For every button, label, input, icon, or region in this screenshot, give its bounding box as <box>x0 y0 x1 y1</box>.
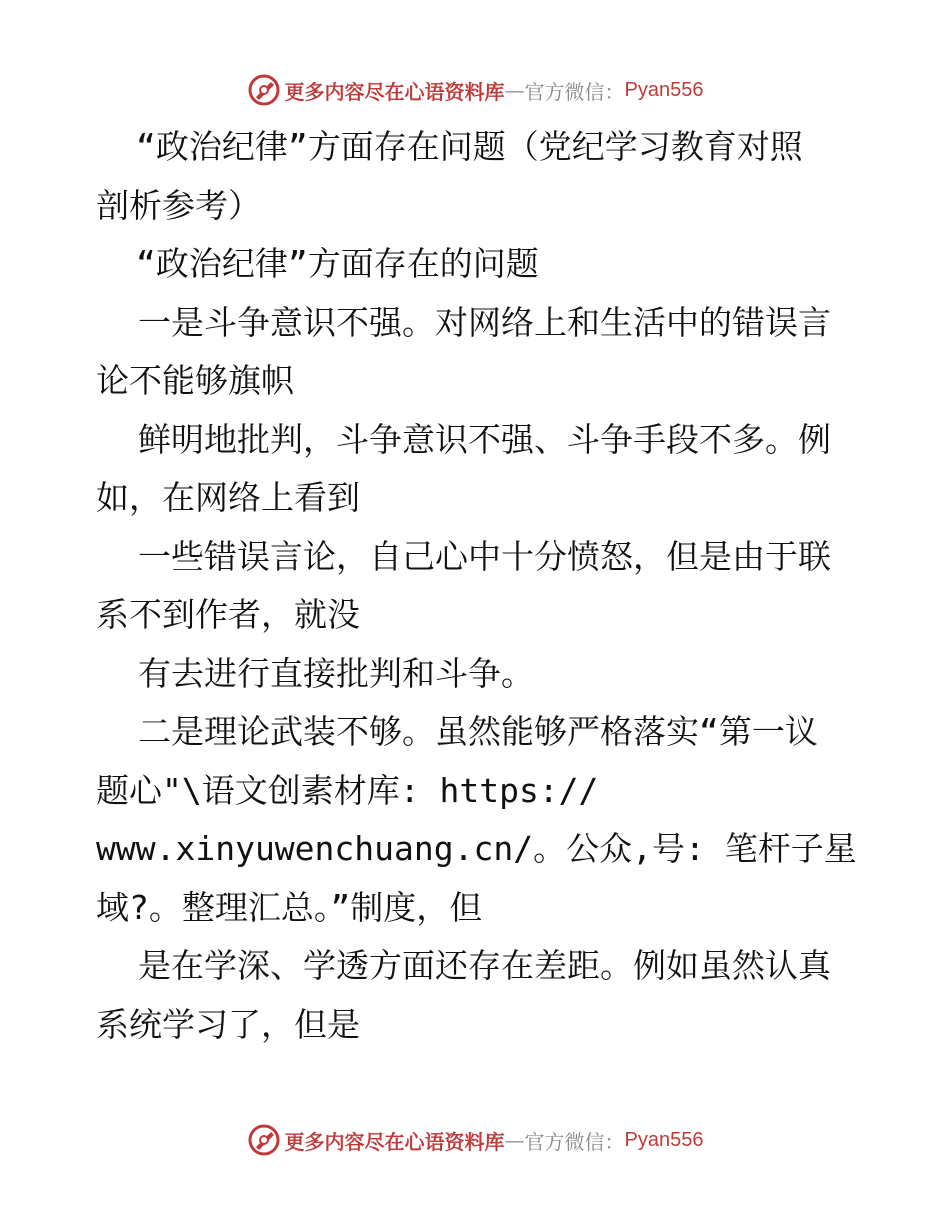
paragraph-line: 有去进行直接批判和斗争。 <box>138 653 534 693</box>
paragraph-line: 鲜明地批判，斗争意识不强、斗争手段不多。例 <box>138 419 831 459</box>
paragraph-line: 域?。整理汇总。”制度，但 <box>96 887 483 927</box>
banner-wechat-label: 官方微信： <box>524 1129 625 1154</box>
paragraph-line: 论不能够旗帜 <box>96 361 294 400</box>
footer-banner <box>0 1120 950 1160</box>
logo-icon <box>247 73 281 107</box>
header-banner <box>0 70 950 110</box>
banner-separator: — <box>504 1128 525 1152</box>
doc-title-line-1: “政治纪律”方面存在问题（党纪学习教育对照 <box>136 127 803 166</box>
paragraph-line: 如，在网络上看到 <box>96 478 360 517</box>
banner-title: 更多内容尽在心语资料库 <box>284 1129 505 1154</box>
logo-icon <box>247 1123 281 1157</box>
banner-title: 更多内容尽在心语资料库 <box>284 79 505 104</box>
paragraph-line: 题心"\语文创素材库: https:// <box>96 770 599 810</box>
paragraph-line: 系不到作者，就没 <box>96 595 360 634</box>
doc-title-line-2: 剖析参考） <box>96 185 261 225</box>
section-heading: “政治纪律”方面存在的问题 <box>136 244 539 283</box>
document-body <box>96 118 856 1054</box>
banner-separator: — <box>504 78 525 102</box>
paragraph-line: 二是理论武装不够。虽然能够严格落实“第一议 <box>138 712 818 751</box>
paragraph-line: 是在学深、学透方面还存在差距。例如虽然认真 <box>138 946 831 985</box>
paragraph-line: www.xinyuwenchuang.cn/。公众,号: 笔杆子星 <box>96 829 857 868</box>
paragraph-line: 系统学习了，但是 <box>96 1004 360 1044</box>
paragraph-line: 一些错误言论，自己心中十分愤怒，但是由于联 <box>138 536 831 576</box>
banner-wechat-id: Pyan556 <box>624 78 704 101</box>
banner-wechat-label: 官方微信： <box>524 79 625 104</box>
banner-wechat-id: Pyan556 <box>624 1128 704 1151</box>
paragraph-line: 一是斗争意识不强。对网络上和生活中的错误言 <box>138 302 831 342</box>
